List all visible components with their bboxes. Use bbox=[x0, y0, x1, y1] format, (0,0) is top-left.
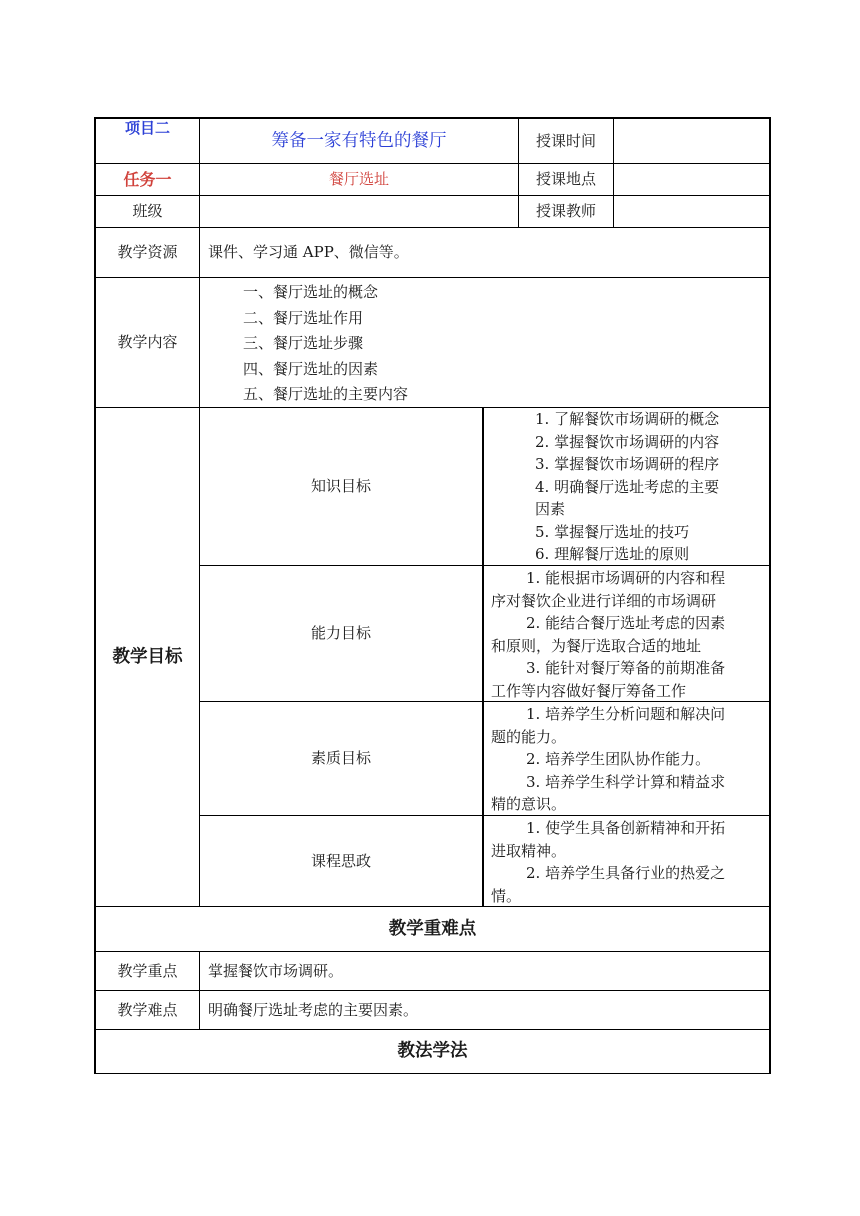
project-title: 筹备一家有特色的餐厅 bbox=[271, 130, 447, 151]
table-border-right bbox=[769, 117, 771, 1074]
lesson-plan-table bbox=[94, 117, 771, 1074]
resources-value: 课件、学习通 APP、微信等。 bbox=[208, 243, 409, 261]
class-value[interactable] bbox=[200, 196, 518, 227]
teach-place-label: 授课地点 bbox=[535, 170, 596, 188]
content-item: 三、餐厅选址步骤 bbox=[243, 334, 364, 352]
goal-line: 6. 理解餐厅选址的原则 bbox=[535, 545, 690, 563]
teach-place-value[interactable] bbox=[614, 164, 769, 195]
task-title: 餐厅选址 bbox=[328, 170, 389, 188]
goal-line: 5. 掌握餐厅选址的技巧 bbox=[535, 522, 690, 541]
key-points-section-title: 教学重难点 bbox=[388, 918, 477, 939]
quality-label: 素质目标 bbox=[310, 749, 371, 767]
goal-line: 进取精神。 bbox=[491, 841, 567, 860]
knowledge-goals bbox=[491, 408, 763, 566]
content-item: 五、餐厅选址的主要内容 bbox=[243, 385, 409, 403]
focus-value: 掌握餐饮市场调研。 bbox=[208, 961, 344, 980]
goal-line: 2. 能结合餐厅选址考虑的因素 bbox=[526, 614, 726, 632]
goal-line: 情。 bbox=[491, 886, 522, 905]
goal-line: 1. 培养学生分析问题和解决问 bbox=[526, 705, 726, 723]
resources-label: 教学资源 bbox=[117, 243, 178, 261]
row-divider bbox=[94, 1073, 771, 1074]
teach-time-label: 授课时间 bbox=[535, 131, 596, 150]
content-label: 教学内容 bbox=[117, 333, 178, 351]
goal-line: 2. 培养学生具备行业的热爱之 bbox=[526, 864, 726, 882]
ideology-goals bbox=[491, 817, 763, 907]
content-item: 四、餐厅选址的因素 bbox=[243, 359, 379, 378]
goal-line: 序对餐饮企业进行详细的市场调研 bbox=[491, 591, 717, 610]
goal-line: 题的能力。 bbox=[491, 727, 567, 746]
goal-line: 和原则，为餐厅选取合适的地址 bbox=[491, 636, 702, 655]
goal-line: 3. 掌握餐饮市场调研的程序 bbox=[535, 455, 720, 473]
goal-line: 精的意识。 bbox=[491, 795, 567, 813]
goal-line: 因素 bbox=[535, 500, 566, 518]
content-item: 二、餐厅选址作用 bbox=[243, 308, 364, 327]
goal-line: 工作等内容做好餐厅筹备工作 bbox=[491, 681, 687, 700]
column-divider bbox=[482, 407, 484, 906]
ability-label: 能力目标 bbox=[310, 624, 371, 642]
ideology-label: 课程思政 bbox=[310, 851, 371, 870]
goal-line: 3. 培养学生科学计算和精益求 bbox=[526, 772, 726, 791]
project-label: 项目二 bbox=[124, 118, 170, 137]
goal-line: 2. 培养学生团队协作能力。 bbox=[526, 750, 711, 768]
quality-goals bbox=[491, 703, 763, 816]
difficulty-label: 教学难点 bbox=[117, 1000, 178, 1019]
content-item: 一、餐厅选址的概念 bbox=[243, 283, 379, 301]
teacher-value[interactable] bbox=[614, 196, 769, 227]
goal-line: 1. 了解餐饮市场调研的概念 bbox=[535, 410, 720, 428]
class-label: 班级 bbox=[132, 202, 163, 220]
content-list bbox=[243, 280, 408, 408]
difficulty-value: 明确餐厅选址考虑的主要因素。 bbox=[208, 1000, 419, 1019]
objectives-label: 教学目标 bbox=[112, 646, 183, 667]
goal-line: 1. 能根据市场调研的内容和程 bbox=[526, 569, 726, 587]
teacher-label: 授课教师 bbox=[535, 202, 596, 220]
task-label: 任务一 bbox=[123, 170, 172, 189]
teach-time-value[interactable] bbox=[614, 119, 769, 163]
focus-label: 教学重点 bbox=[117, 961, 178, 980]
methods-section-title: 教法学法 bbox=[397, 1041, 468, 1061]
goal-line: 4. 明确餐厅选址考虑的主要 bbox=[535, 477, 720, 496]
goal-line: 2. 掌握餐饮市场调研的内容 bbox=[535, 432, 720, 451]
goal-line: 1. 使学生具备创新精神和开拓 bbox=[526, 819, 726, 837]
knowledge-label: 知识目标 bbox=[310, 477, 371, 495]
goal-line: 3. 能针对餐厅筹备的前期准备 bbox=[526, 659, 726, 677]
ability-goals bbox=[491, 567, 763, 702]
